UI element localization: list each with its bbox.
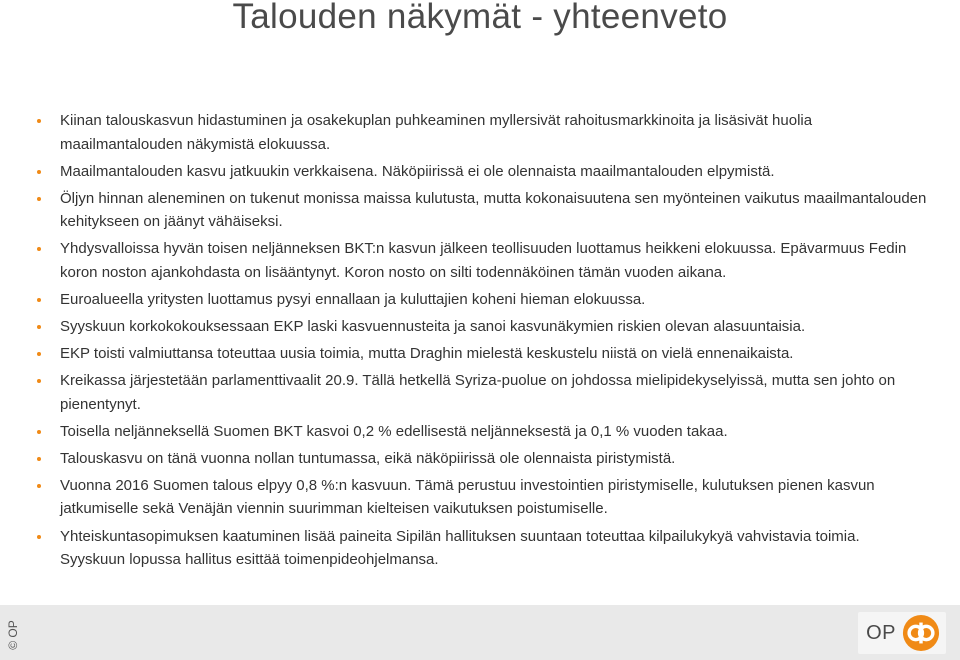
bullet-dot — [37, 298, 41, 302]
list-item-text: Öljyn hinnan aleneminen on tukenut monissa maissa kulutusta, mutta kokonaisuutena sen myönteinen vaikutus maailmantalouden kehitykseen on jäänyt vähäiseksi. — [60, 189, 927, 231]
bullet-dot — [37, 457, 41, 461]
list-item — [37, 342, 927, 366]
bullet-dot — [37, 247, 41, 251]
list-item — [37, 420, 927, 444]
bullet-dot — [37, 484, 41, 488]
copyright-text: © OP — [6, 620, 21, 650]
list-item-text: Yhteiskuntasopimuksen kaatuminen lisää paineita Sipilän hallituksen suuntaan toteuttaa kilpailukykyä vahvistavia toimia. Syyskuun lopussa hallitus esittää toimenpideohjelmansa. — [60, 527, 860, 569]
list-item-text: Kreikassa järjestetään parlamenttivaalit 20.9. Tällä hetkellä Syriza-puolue on johdossa mielipidekyselyissä, mutta sen johto on pienentynyt. — [60, 372, 896, 413]
bullet-dot — [37, 430, 41, 434]
list-item — [37, 237, 927, 284]
list-item — [37, 369, 927, 416]
list-item-text: Vuonna 2016 Suomen talous elpyy 0,8 %:n kasvuun. Tämä perustuu investointien piristymiselle, kulutuksen pienen kasvun jatkumiselle sekä Venäjän viennin suurimman kielteisen vaikutuksen poistumiselle. — [60, 476, 875, 518]
list-item — [37, 525, 927, 572]
bullet-dot — [37, 379, 41, 383]
list-item — [37, 315, 927, 339]
op-logo-icon — [902, 614, 940, 652]
bullet-content — [37, 109, 927, 575]
list-item-text: Yhdysvalloissa hyvän toisen neljänneksen BKT:n kasvun jälkeen teollisuuden luottamus heikkeni elokuussa. Epävarmuus Fedin koron noston ajankohdasta on lisääntynyt. Koron nosto on silti todennäköinen tämän vuoden aikana. — [60, 240, 907, 281]
list-item-text: Euroalueella yritysten luottamus pysyi ennallaan ja kuluttajien koheni hieman elokuussa. — [60, 290, 646, 308]
bullet-dot — [37, 325, 41, 329]
list-item — [37, 447, 927, 471]
list-item-text: EKP toisti valmiuttansa toteuttaa uusia toimia, mutta Draghin mielestä keskustelu niistä on vielä ennenaikaista. — [60, 345, 794, 363]
list-item — [37, 288, 927, 312]
bullet-dot — [37, 535, 41, 539]
list-item-text: Talouskasvu on tänä vuonna nollan tuntumassa, eikä näköpiirissä ole olennaista piristymistä. — [60, 449, 676, 467]
list-item-text: Maailmantalouden kasvu jatkuukin verkkaisena. Näköpiirissä ei ole olennaista maailmantalouden elpymistä. — [60, 162, 775, 180]
bullet-dot — [37, 197, 41, 201]
list-item — [37, 160, 927, 184]
bullet-dot — [37, 119, 41, 123]
bullet-list — [37, 109, 927, 572]
op-logo — [858, 612, 946, 654]
logo-text: OP — [866, 621, 896, 644]
bullet-dot — [37, 352, 41, 356]
list-item-text: Kiinan talouskasvun hidastuminen ja osakekuplan puhkeaminen myllersivät rahoitusmarkkinoita ja lisäsivät huolia maailmantalouden näkymistä elokuussa. — [60, 112, 813, 153]
copyright-notice — [0, 615, 26, 655]
list-item — [37, 187, 927, 234]
bullet-dot — [37, 170, 41, 174]
page-title: Talouden näkymät - yhteenveto — [232, 0, 728, 36]
list-item — [37, 474, 927, 521]
list-item-text: Syyskuun korkokokouksessaan EKP laski kasvuennusteita ja sanoi kasvunäkymien riskien olevan alasuuntaisia. — [60, 317, 806, 335]
list-item — [37, 109, 927, 156]
footer-bar — [0, 605, 960, 660]
list-item-text: Toisella neljänneksellä Suomen BKT kasvoi 0,2 % edellisestä neljänneksestä ja 0,1 % vuoden takaa. — [60, 422, 728, 440]
